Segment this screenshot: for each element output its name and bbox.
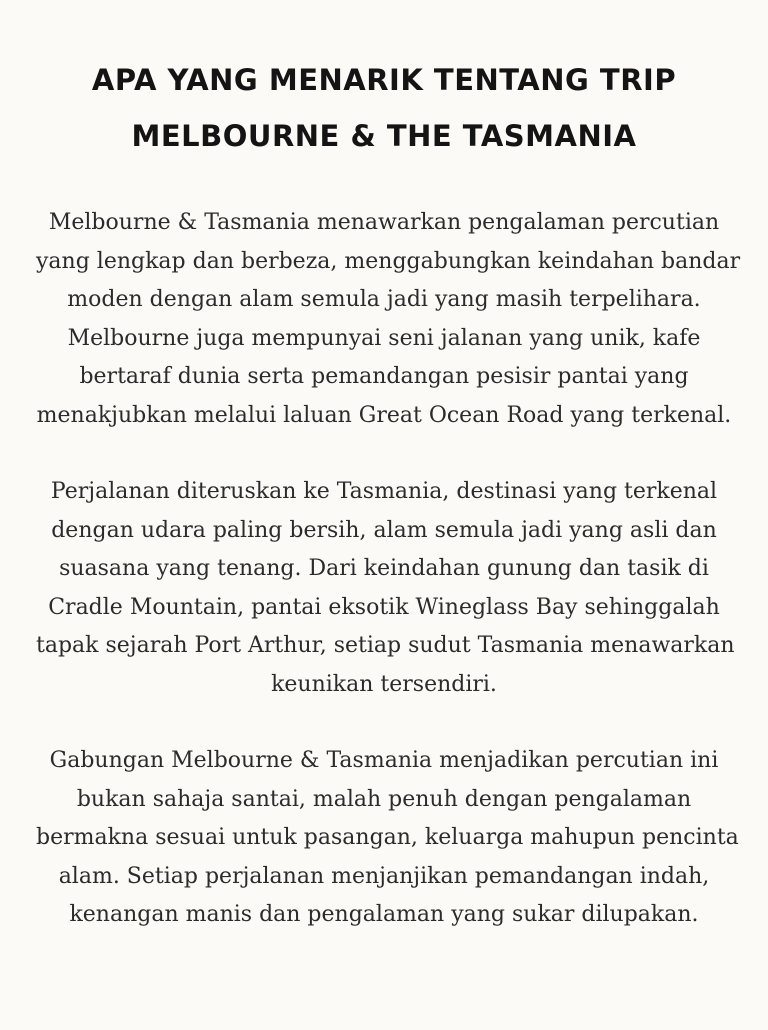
- paragraph-line: yang lengkap dan berbeza, menggabungkan keindahan bandar: [36, 248, 741, 274]
- paragraph-line: tapak sejarah Port Arthur, setiap sudut Tasmania menawarkan: [36, 633, 735, 658]
- paragraph-melbourne: [36, 204, 741, 435]
- paragraph-line: bermakna sesuai untuk pasangan, keluarga mahupun pencinta: [36, 825, 739, 850]
- paragraph-line: Perjalanan diteruskan ke Tasmania, destinasi yang terkenal: [50, 479, 718, 504]
- paragraph-line: bertaraf dunia serta pemandangan pesisir pantai yang: [79, 364, 689, 389]
- paragraph-line: Melbourne juga mempunyai seni jalanan yang unik, kafe: [67, 325, 701, 351]
- paragraph-line: menakjubkan melalui laluan Great Ocean Road yang terkenal.: [36, 402, 732, 428]
- page-title: [36, 52, 732, 164]
- paragraph-line: suasana yang tenang. Dari keindahan gunung dan tasik di: [59, 556, 709, 581]
- paragraph-line: dengan udara paling bersih, alam semula jadi yang asli dan: [51, 517, 717, 543]
- paragraph-line: keunikan tersendiri.: [271, 671, 497, 697]
- paragraph-line: alam. Setiap perjalanan menjanjikan pemandangan indah,: [58, 863, 710, 889]
- paragraph-line: moden dengan alam semula jadi yang masih terpelihara.: [67, 287, 701, 312]
- paragraph-line: kenangan manis dan pengalaman yang sukar dilupakan.: [69, 902, 699, 927]
- title-line-1: APA YANG MENARIK TENTANG TRIP: [91, 63, 677, 97]
- paragraph-combined: [36, 742, 739, 935]
- paragraph-line: Gabungan Melbourne & Tasmania menjadikan percutian ini: [49, 748, 719, 773]
- title-line-2: MELBOURNE & THE TASMANIA: [131, 119, 637, 153]
- paragraph-line: Cradle Mountain, pantai eksotik Wineglass Bay sehinggalah: [48, 594, 720, 620]
- paragraph-tasmania: [36, 473, 735, 704]
- body-text: [36, 204, 741, 935]
- paragraph-line: Melbourne & Tasmania menawarkan pengalaman percutian: [48, 210, 720, 235]
- paragraph-line: bukan sahaja santai, malah penuh dengan pengalaman: [76, 786, 692, 812]
